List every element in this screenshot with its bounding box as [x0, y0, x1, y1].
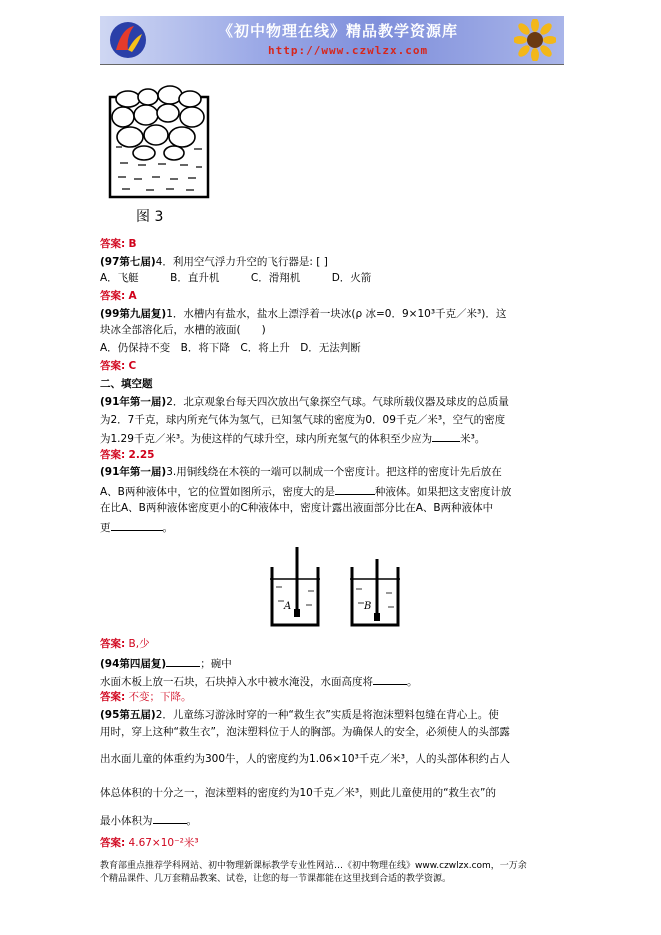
q4-options: A．飞艇 B．直升机 C．滑翔机 D．火箭 — [100, 272, 372, 284]
q1-99-stem-2: 块冰全部溶化后，水槽的液面( ) — [100, 324, 266, 336]
q1-99-stem: (99第九届复)1．水槽内有盐水，盐水上漂浮着一块冰(ρ 冰=0．9×10³千克／米³)．这 — [100, 308, 507, 320]
footer-line-1: 教育部重点推荐学科网站、初中物理新课标教学专业性网站…《初中物理在线》www.czwlzx.com，一万余 — [100, 861, 527, 871]
q2-95-line1: (95第五届)2．儿童练习游泳时穿的一种“救生衣”实质是将泡沫塑料包缝在背心上。使 — [100, 709, 499, 721]
page-footer — [100, 860, 570, 886]
q4-answer: 答案: A — [100, 290, 137, 302]
q2-91-line3: 为1.29千克／米³。为使这样的气球升空，球内所充氢气的体积至少应为 米³。 — [100, 430, 570, 446]
footer-line-2: 个精品课件、几万套精品教案、试卷，让您的每一节课都能在这里找到合适的教学资源。 — [100, 874, 452, 884]
q2-95-answer: 答案: 4.67×10⁻²米³ — [100, 837, 199, 849]
sunflower-icon — [514, 19, 556, 61]
q1-99-answer: 答案: C — [100, 360, 137, 372]
q3-91-line1: (91年第一届)3.用铜线绕在木筷的一端可以制成一个密度计。把这样的密度计先后放在 — [100, 466, 502, 478]
beaker-a-label: A — [284, 601, 292, 612]
q2-95-line4: 体总体积的十分之一，泡沫塑料的密度约为10千克／米³，则此儿童使用的“救生衣”的 — [100, 787, 496, 799]
q3-91-line2: A、B两种液体中，它的位置如图所示，密度大的是 种液体。如果把这支密度计放 — [100, 483, 570, 499]
q2-91-line1: (91年第一届)2．北京观象台每天四次放出气象探空气球。气球所载仪器及球皮的总质量 — [100, 396, 509, 408]
site-logo-icon — [108, 20, 148, 60]
q2-95-line3: 出水面儿童的体重约为300牛，人的密度约为1.06×10³千克／米³，人的头部体积约占人 — [100, 753, 510, 765]
site-banner — [100, 16, 564, 64]
header-rule — [100, 64, 564, 65]
q2-94-answer: 答案: 不变；下降。 — [100, 691, 192, 703]
q1-99-options: A．仍保持不变 B．将下降 C．将上升 D．无法判断 — [100, 342, 361, 354]
beaker-b-label: B — [364, 601, 372, 612]
q3-91-answer: 答案: B,少 — [100, 638, 150, 650]
q2-94-line2: 水面木板上放一石块，石块掉入水中被水淹没，水面高度将 。 — [100, 673, 570, 689]
banner-title: 《初中物理在线》精品教学资源库 — [218, 22, 459, 40]
q2-91-line2: 为2．7千克，球内所充气体为氢气，已知氢气球的密度为0．09千克／米³，空气的密度 — [100, 414, 506, 426]
q3-91-line4: 更 。 — [100, 519, 570, 535]
answer-prev: 答案: B — [100, 238, 137, 250]
banner-url[interactable]: http://www.czwlzx.com — [268, 44, 429, 57]
q2-95-line2: 用时，穿上这种“救生衣”，泡沫塑料位于人的胸部。为确保人的安全，必须使人的头部露 — [100, 726, 510, 738]
q2-94-line1: (94第四届复) ；碗中 — [100, 655, 570, 671]
q4-stem: (97第七届)4．利用空气浮力升空的飞行器是: [ ] — [100, 256, 328, 268]
q3-91-line3: 在比A、B两种液体密度更小的C种液体中，密度计露出液面部分比在A、B两种液体中 — [100, 502, 494, 514]
q2-91-answer: 答案: 2.25 — [100, 449, 155, 461]
section-2-title: 二、填空题 — [100, 378, 153, 390]
figure-3-caption: 图 3 — [136, 209, 164, 225]
density-meter-beakers-diagram — [258, 545, 408, 633]
q2-95-line5: 最小体积为 。 — [100, 812, 570, 828]
figure-3-diagram — [108, 85, 212, 225]
